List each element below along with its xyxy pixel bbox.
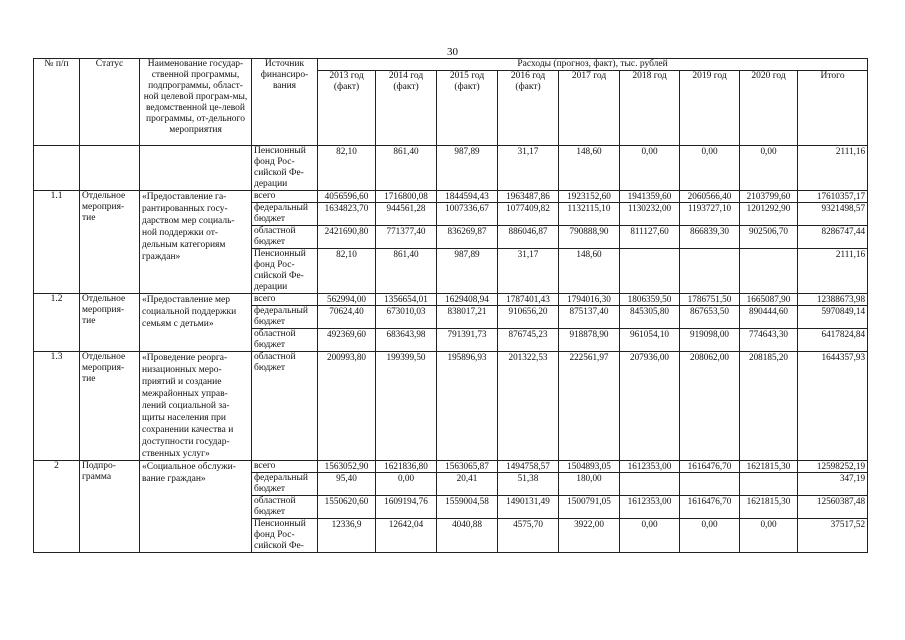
value-cell: 1616476,70 [680, 496, 740, 519]
value-cell: 836269,87 [437, 226, 498, 249]
value-cell: 811127,60 [620, 226, 680, 249]
value-cell: 208185,20 [740, 352, 798, 461]
value-cell: 1806359,50 [620, 294, 680, 306]
value-cell: 195896,93 [437, 352, 498, 461]
cell-empty [140, 146, 252, 191]
value-cell: 944561,28 [376, 203, 437, 226]
value-cell: 1609194,76 [376, 496, 437, 519]
value-cell: 987,89 [437, 249, 498, 294]
header-year: 2015 год (факт) [437, 71, 498, 146]
program-name: «Предоставление мер социальной поддержки семьям с детьми» [140, 294, 252, 352]
value-cell: 95,40 [318, 473, 376, 496]
value-cell: 1941359,60 [620, 191, 680, 203]
value-cell: 82,10 [318, 146, 376, 191]
value-cell: 0,00 [620, 519, 680, 553]
value-cell: 4575,70 [498, 519, 559, 553]
value-cell: 1193727,10 [680, 203, 740, 226]
header-year: 2020 год [740, 71, 798, 146]
header-year: 2018 год [620, 71, 680, 146]
value-cell: 866839,30 [680, 226, 740, 249]
value-cell: 37517,52 [798, 519, 868, 553]
header-name: Наименование государ-ственной программы, подпрограммы, област-ной целевой програм-мы, ведомственной це-левой программы, от-дельного мероприятия [140, 59, 252, 146]
program-name: «Предоставление га-рантированных госу-дарством мер социаль-ной поддержки от-дельным категориям граждан» [140, 191, 252, 294]
value-cell: 222561,97 [559, 352, 620, 461]
value-cell: 1786751,50 [680, 294, 740, 306]
value-cell: 861,40 [376, 146, 437, 191]
value-cell: 2060566,40 [680, 191, 740, 203]
value-cell: 1494758,57 [498, 461, 559, 473]
value-cell: 2111,16 [798, 249, 868, 294]
value-cell: 919098,00 [680, 329, 740, 352]
row-number: 1.3 [34, 352, 80, 461]
value-cell: 199399,50 [376, 352, 437, 461]
value-cell: 890444,60 [740, 306, 798, 329]
value-cell: 20,41 [437, 473, 498, 496]
value-cell: 1634823,70 [318, 203, 376, 226]
source-cell: областной бюджет [252, 329, 318, 352]
source-cell: Пенсионный фонд Рос-сийской Фе-дерации [252, 249, 318, 294]
value-cell: 1132115,10 [559, 203, 620, 226]
value-cell: 0,00 [680, 146, 740, 191]
value-cell: 1844594,43 [437, 191, 498, 203]
value-cell: 1490131,49 [498, 496, 559, 519]
value-cell: 12560387,48 [798, 496, 868, 519]
value-cell: 1612353,00 [620, 461, 680, 473]
row-number: 1.1 [34, 191, 80, 294]
header-expenses: Расходы (прогноз, факт), тыс. рублей [318, 59, 868, 71]
source-cell: областной бюджет [252, 352, 318, 461]
value-cell: 9321498,57 [798, 203, 868, 226]
value-cell: 12336,9 [318, 519, 376, 553]
status-cell: Отдельное мероприя-тие [80, 352, 140, 461]
value-cell [620, 249, 680, 294]
value-cell: 200993,80 [318, 352, 376, 461]
value-cell: 876745,23 [498, 329, 559, 352]
header-year: 2017 год [559, 71, 620, 146]
status-cell: Отдельное мероприя-тие [80, 294, 140, 352]
value-cell: 987,89 [437, 146, 498, 191]
source-cell: федеральный бюджет [252, 306, 318, 329]
value-cell: 673010,03 [376, 306, 437, 329]
value-cell: 918878,90 [559, 329, 620, 352]
expenses-table [33, 58, 868, 553]
header-year: 2014 год (факт) [376, 71, 437, 146]
header-year: 2013 год (факт) [318, 71, 376, 146]
value-cell: 51,38 [498, 473, 559, 496]
source-cell: областной бюджет [252, 496, 318, 519]
value-cell: 562994,00 [318, 294, 376, 306]
table-row [34, 146, 868, 191]
value-cell: 5970849,14 [798, 306, 868, 329]
value-cell [680, 249, 740, 294]
value-cell: 347,19 [798, 473, 868, 496]
value-cell: 886046,87 [498, 226, 559, 249]
header-year: Итого [798, 71, 868, 146]
value-cell: 148,60 [559, 146, 620, 191]
value-cell: 1963487,86 [498, 191, 559, 203]
row-number: 2 [34, 461, 80, 553]
value-cell: 70624,40 [318, 306, 376, 329]
value-cell: 3922,00 [559, 519, 620, 553]
row-number: 1.2 [34, 294, 80, 352]
value-cell: 791391,73 [437, 329, 498, 352]
value-cell: 774643,30 [740, 329, 798, 352]
page-number: 30 [447, 46, 458, 58]
source-cell: всего [252, 461, 318, 473]
value-cell: 1665087,90 [740, 294, 798, 306]
source-cell: Пенсионный фонд Рос-сийской Фе- [252, 519, 318, 553]
value-cell: 1794016,30 [559, 294, 620, 306]
value-cell: 771377,40 [376, 226, 437, 249]
value-cell: 12388673,98 [798, 294, 868, 306]
value-cell: 31,17 [498, 249, 559, 294]
value-cell: 1621815,30 [740, 496, 798, 519]
value-cell: 0,00 [740, 519, 798, 553]
value-cell: 12642,04 [376, 519, 437, 553]
value-cell: 790888,90 [559, 226, 620, 249]
value-cell: 1563052,90 [318, 461, 376, 473]
header-source: Источник финансиро-вания [252, 59, 318, 146]
header-year: 2019 год [680, 71, 740, 146]
value-cell: 208062,00 [680, 352, 740, 461]
value-cell: 1612353,00 [620, 496, 680, 519]
value-cell: 1616476,70 [680, 461, 740, 473]
value-cell: 1130232,00 [620, 203, 680, 226]
value-cell: 1077409,82 [498, 203, 559, 226]
value-cell: 207936,00 [620, 352, 680, 461]
cell-empty [80, 146, 140, 191]
value-cell: 8286747,44 [798, 226, 868, 249]
header-no: № п/п [34, 59, 80, 146]
value-cell: 1644357,93 [798, 352, 868, 461]
value-cell: 838017,21 [437, 306, 498, 329]
value-cell: 861,40 [376, 249, 437, 294]
value-cell: 1007336,67 [437, 203, 498, 226]
value-cell: 867653,50 [680, 306, 740, 329]
cell-empty [34, 146, 80, 191]
value-cell: 1629408,94 [437, 294, 498, 306]
value-cell: 1500791,05 [559, 496, 620, 519]
value-cell: 875137,40 [559, 306, 620, 329]
value-cell [680, 473, 740, 496]
value-cell: 12598252,19 [798, 461, 868, 473]
value-cell: 0,00 [740, 146, 798, 191]
value-cell: 2103799,60 [740, 191, 798, 203]
value-cell: 1621836,80 [376, 461, 437, 473]
value-cell: 1201292,90 [740, 203, 798, 226]
value-cell: 148,60 [559, 249, 620, 294]
value-cell [740, 473, 798, 496]
value-cell: 845305,80 [620, 306, 680, 329]
value-cell: 0,00 [680, 519, 740, 553]
value-cell: 82,10 [318, 249, 376, 294]
value-cell: 180,00 [559, 473, 620, 496]
source-cell: всего [252, 294, 318, 306]
value-cell: 6417824,84 [798, 329, 868, 352]
table-row [34, 352, 868, 461]
program-name: «Социальное обслужи-вание граждан» [140, 461, 252, 553]
status-cell: Подпро-грамма [80, 461, 140, 553]
source-cell: федеральный бюджет [252, 473, 318, 496]
source-cell: федеральный бюджет [252, 203, 318, 226]
status-cell: Отдельное мероприя-тие [80, 191, 140, 294]
header-year: 2016 год (факт) [498, 71, 559, 146]
value-cell: 492369,60 [318, 329, 376, 352]
value-cell: 1559004,58 [437, 496, 498, 519]
value-cell: 1621815,30 [740, 461, 798, 473]
value-cell: 4040,88 [437, 519, 498, 553]
header-row-top [34, 59, 868, 71]
value-cell: 910656,20 [498, 306, 559, 329]
value-cell: 0,00 [620, 146, 680, 191]
value-cell: 1356654,01 [376, 294, 437, 306]
value-cell: 2111,16 [798, 146, 868, 191]
value-cell [740, 249, 798, 294]
source-cell: всего [252, 191, 318, 203]
program-name: «Проведение реорга-низационных меро-приятий и создание межрайонных управ-лений социальной за-щиты населения при сохранении качества и доступности государ-ственных услуг» [140, 352, 252, 461]
value-cell: 902506,70 [740, 226, 798, 249]
value-cell: 0,00 [376, 473, 437, 496]
value-cell: 201322,53 [498, 352, 559, 461]
value-cell: 31,17 [498, 146, 559, 191]
table-row [34, 294, 868, 306]
value-cell: 4056596,60 [318, 191, 376, 203]
value-cell: 683643,98 [376, 329, 437, 352]
value-cell [620, 473, 680, 496]
table-row [34, 461, 868, 473]
value-cell: 1550620,60 [318, 496, 376, 519]
value-cell: 1787401,43 [498, 294, 559, 306]
value-cell: 2421690,80 [318, 226, 376, 249]
source-cell: Пенсионный фонд Рос-сийской Фе-дерации [252, 146, 318, 191]
value-cell: 17610357,17 [798, 191, 868, 203]
value-cell: 1716800,08 [376, 191, 437, 203]
value-cell: 1923152,60 [559, 191, 620, 203]
value-cell: 1504893,05 [559, 461, 620, 473]
table-row [34, 191, 868, 203]
source-cell: областной бюджет [252, 226, 318, 249]
header-status: Статус [80, 59, 140, 146]
value-cell: 1563065,87 [437, 461, 498, 473]
value-cell: 961054,10 [620, 329, 680, 352]
